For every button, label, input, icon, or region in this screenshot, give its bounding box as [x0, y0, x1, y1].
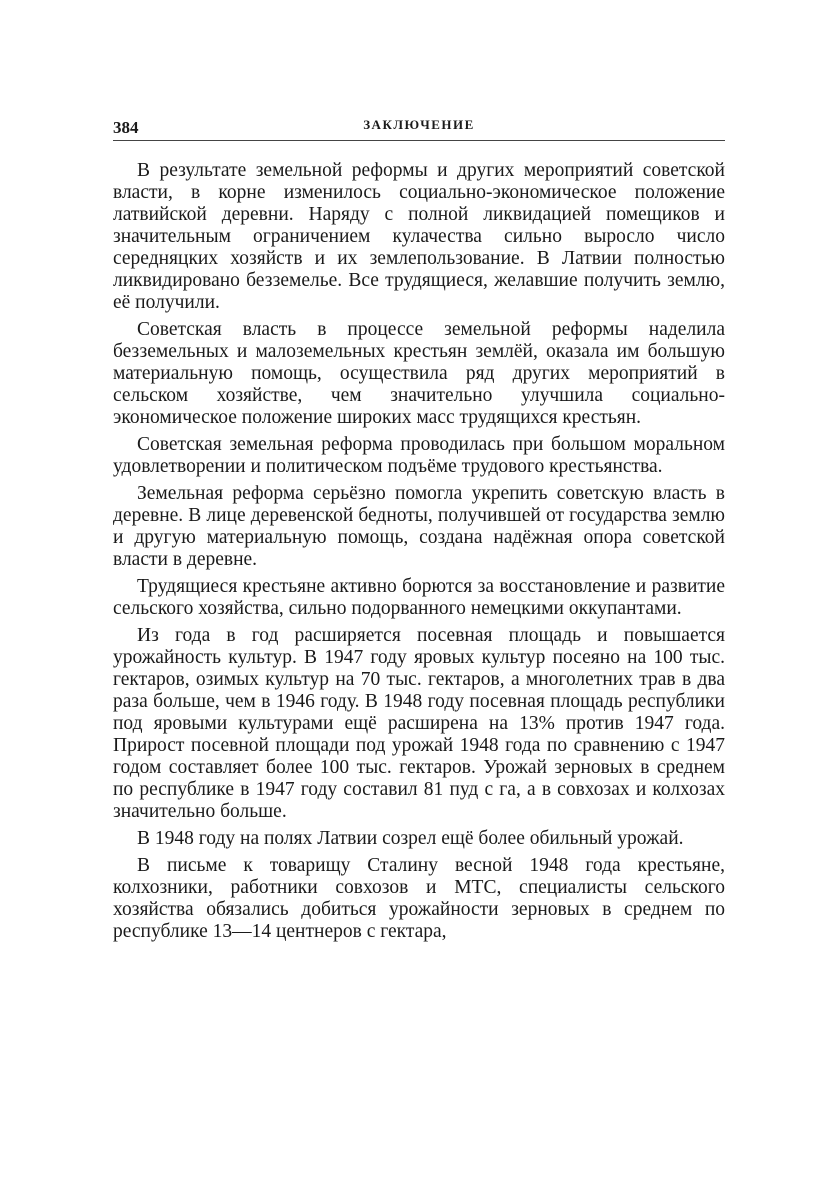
- paragraph: В результате земельной реформы и других мероприятий советской власти, в корне изменилось социально-экономическое положение латвийской деревни. Наряду с полной ликвидацией помещиков и значительным ограничением кулачества сильно выросло число середняцких хозяйств и их землепользование. В Латвии полностью ликвидировано безземелье. Все трудящиеся, желавшие получить землю, её получили.: [113, 160, 725, 313]
- page-number: 384: [113, 118, 139, 137]
- header-divider: [113, 140, 725, 141]
- page-header: [113, 114, 725, 140]
- paragraph: Земельная реформа серьёзно помогла укрепить советскую власть в деревне. В лице деревенской бедноты, получившей от государства землю и другую материальную помощь, создана надёжная опора советской власти в деревне.: [113, 483, 725, 570]
- paragraph: Советская земельная реформа проводилась при большом моральном удовлетворении и политическом подъёме трудового крестьянства.: [113, 434, 725, 477]
- running-head: ЗАКЛЮЧЕНИЕ: [363, 117, 475, 132]
- paragraph: В 1948 году на полях Латвии созрел ещё более обильный урожай.: [137, 828, 684, 849]
- paragraph: Трудящиеся крестьяне активно борются за восстановление и развитие сельского хозяйства, сильно подорванного немецкими оккупантами.: [113, 576, 725, 619]
- paragraph: В письме к товарищу Сталину весной 1948 года крестьяне, колхозники, работники совхозов и МТС, специалисты сельского хозяйства обязались добиться урожайности зерновых в среднем по республике 13—14 центнеров с гектара,: [113, 855, 725, 942]
- paragraph: Из года в год расширяется посевная площадь и повышается урожайность культур. В 1947 году яровых культур посеяно на 100 тыс. гектаров, озимых культур на 70 тыс. гектаров, а многолетних трав в два раза больше, чем в 1946 году. В 1948 году посевная площадь республики под яровыми культурами ещё расширена на 13% против 1947 года. Прирост посевной площади под урожай 1948 года по сравнению с 1947 годом составляет более 100 тыс. гектаров. Урожай зерновых в среднем по республике в 1947 году составил 81 пуд с га, а в совхозах и колхозах значительно больше.: [113, 625, 725, 822]
- body-text: [113, 160, 725, 948]
- paragraph: Советская власть в процессе земельной реформы наделила безземельных и малоземельных крестьян землёй, оказала им большую материальную помощь, осуществила ряд других мероприятий в сельском хозяйстве, чем значительно улучшила социально-экономическое положение широких масс трудящихся крестьян.: [113, 319, 725, 428]
